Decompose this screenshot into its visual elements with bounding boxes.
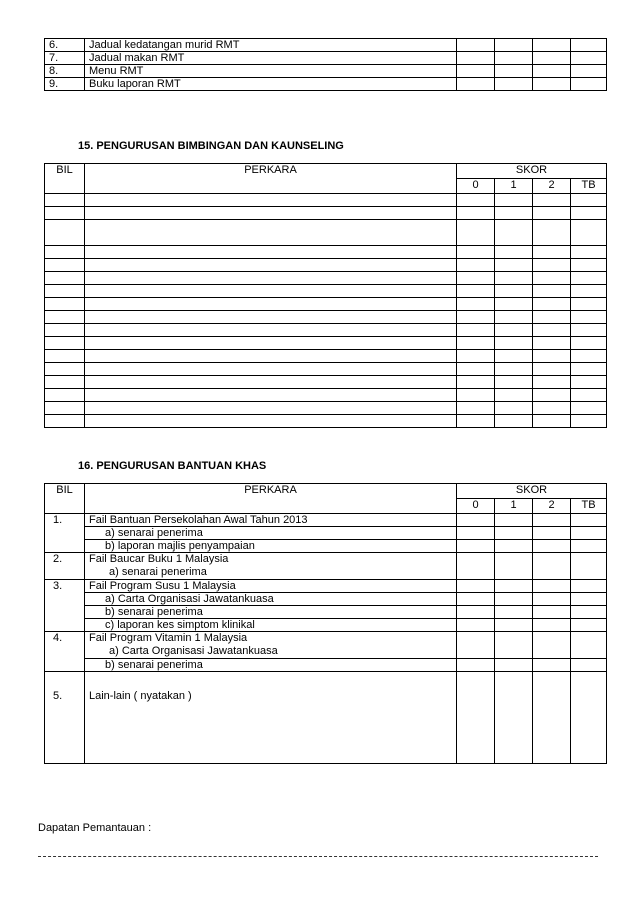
section-16-table [44,483,607,764]
section-15-title: 15. PENGURUSAN BIMBINGAN DAN KAUNSELING [78,140,344,152]
header-row [45,484,607,499]
table-row [45,606,607,619]
table-row [45,363,607,376]
score-0-header: 0 [457,179,495,194]
sub-item: b) senarai penerima [85,659,457,672]
table-row [45,298,607,311]
table-row [45,311,607,324]
table-row [45,78,607,91]
score-cell[interactable] [495,39,533,52]
row-number: 8. [45,65,85,78]
table-row [45,350,607,363]
observation-label: Dapatan Pemantauan : [38,822,152,834]
row-number: 5. [45,672,85,764]
section-16-title: 16. PENGURUSAN BANTUAN KHAS [78,460,267,472]
score-cell[interactable] [457,39,495,52]
item-title: Fail Bantuan Persekolahan Awal Tahun 2013 [85,514,457,527]
header-row [45,164,607,179]
table-row [45,376,607,389]
perkara-header: PERKARA [85,484,457,514]
item-cell [85,632,457,659]
sub-item: a) senarai penerima [109,566,207,578]
score-cell[interactable] [457,78,495,91]
table-row [45,259,607,272]
score-cell[interactable] [533,78,571,91]
score-1-header: 1 [495,179,533,194]
row-number: 7. [45,52,85,65]
table-row [45,415,607,428]
item-cell [85,553,457,580]
score-cell[interactable] [533,39,571,52]
row-text: Buku laporan RMT [85,78,457,91]
sub-item: a) senarai penerima [85,527,457,540]
score-tb-header: TB [571,179,607,194]
row-text: Menu RMT [85,65,457,78]
score-cell[interactable] [533,52,571,65]
skor-header: SKOR [457,164,607,179]
row-number: 1. [45,514,85,553]
score-cell[interactable] [533,65,571,78]
score-cell[interactable] [457,65,495,78]
table-row [45,39,607,52]
skor-header: SKOR [457,484,607,499]
score-0-header: 0 [457,499,495,514]
score-2-header: 2 [533,179,571,194]
top-table [44,38,607,91]
row-number: 3. [45,580,85,632]
perkara-header: PERKARA [85,164,457,194]
table-row [45,514,607,527]
score-tb-header: TB [571,499,607,514]
score-cell[interactable] [495,65,533,78]
sub-item: a) Carta Organisasi Jawatankuasa [109,645,278,657]
score-cell[interactable] [495,78,533,91]
table-row [45,593,607,606]
table-row [45,553,607,580]
score-1-header: 1 [495,499,533,514]
table-row [45,194,607,207]
item-title: Lain-lain ( nyatakan ) [85,672,457,764]
table-row [45,337,607,350]
table-row [45,52,607,65]
item-title: Fail Baucar Buku 1 Malaysia [89,553,229,565]
row-number: 2. [45,553,85,580]
bil-header: BIL [45,164,85,194]
table-row [45,672,607,764]
sub-item: b) senarai penerima [85,606,457,619]
table-row [45,246,607,259]
score-cell[interactable] [571,52,607,65]
table-row [45,659,607,672]
item-title: Fail Program Vitamin 1 Malaysia [89,632,248,644]
section-15-table [44,163,607,428]
table-row [45,220,607,246]
sub-item: c) laporan kes simptom klinikal [85,619,457,632]
table-row [45,65,607,78]
row-number: 9. [45,78,85,91]
row-number: 6. [45,39,85,52]
score-2-header: 2 [533,499,571,514]
table-row [45,324,607,337]
item-title: Fail Program Susu 1 Malaysia [85,580,457,593]
table-row [45,540,607,553]
table-row [45,272,607,285]
table-row [45,527,607,540]
score-cell[interactable] [571,39,607,52]
table-row [45,207,607,220]
row-text: Jadual kedatangan murid RMT [85,39,457,52]
table-row [45,619,607,632]
table-row [45,580,607,593]
sub-item: b) laporan majlis penyampaian [85,540,457,553]
table-row [45,632,607,659]
table-row [45,389,607,402]
row-text: Jadual makan RMT [85,52,457,65]
row-number: 4. [45,632,85,672]
sub-item: a) Carta Organisasi Jawatankuasa [85,593,457,606]
score-cell[interactable] [457,52,495,65]
observation-input-line[interactable] [38,856,598,857]
table-row [45,285,607,298]
score-cell[interactable] [495,52,533,65]
table-row [45,402,607,415]
bil-header: BIL [45,484,85,514]
score-cell[interactable] [571,65,607,78]
score-cell[interactable] [571,78,607,91]
